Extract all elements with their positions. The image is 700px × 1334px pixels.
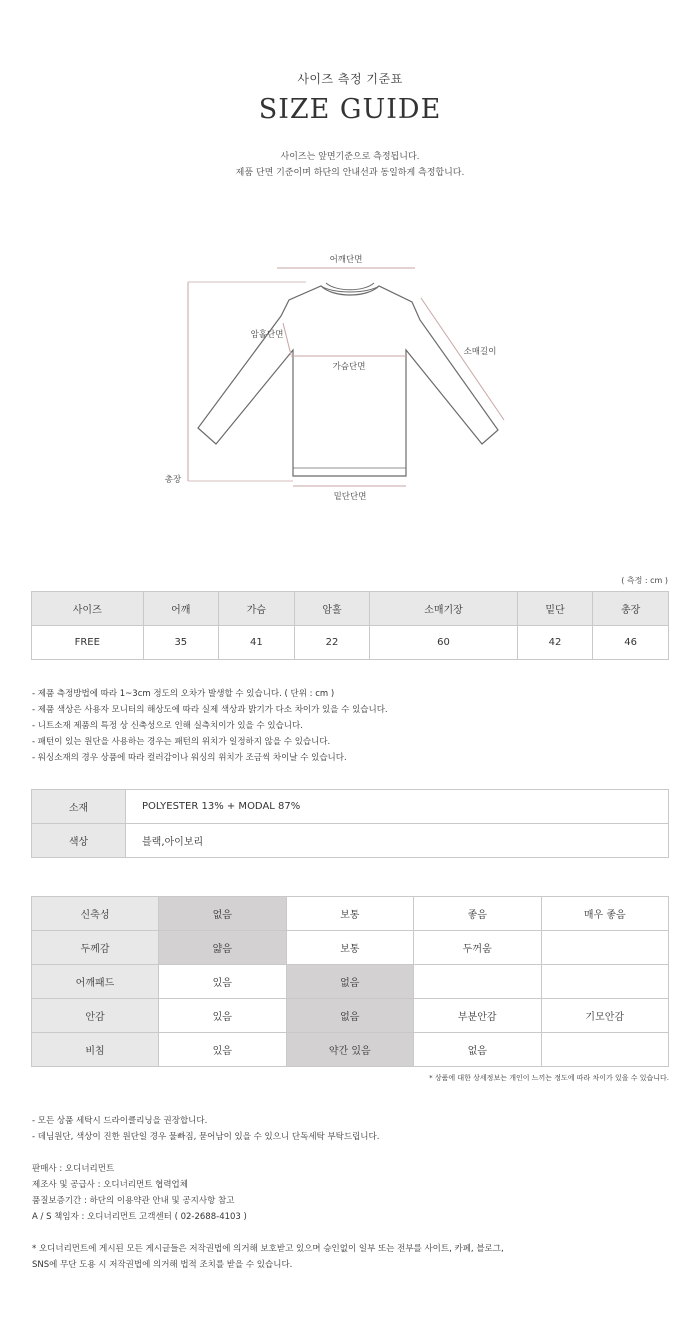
feature-label: 두께감 (32, 931, 159, 965)
intro-line-2: 제품 단면 기준이며 하단의 안내선과 동일하게 측정합니다. (235, 168, 465, 178)
color-label: 색상 (32, 824, 126, 858)
feature-label: 비침 (32, 1033, 159, 1067)
fabric-value: POLYESTER 13% + MODAL 87% (126, 790, 669, 824)
size-table (31, 591, 669, 660)
feature-option-selected: 없음 (286, 999, 414, 1033)
size-cell: 22 (294, 626, 370, 660)
feature-option (414, 965, 542, 999)
feature-option: 없음 (414, 1033, 542, 1067)
size-cell: 60 (370, 626, 517, 660)
shoulder-label: 어깨단면 (329, 255, 363, 265)
page-title: SIZE GUIDE (258, 94, 442, 125)
size-unit-label: ( 측정 : cm ) (621, 576, 668, 585)
as-contact-line: A / S 책임자 : 오디너리먼트 고객센터 ( 02-2688-4103 ) (32, 1212, 247, 1222)
feature-option: 매우 좋음 (541, 897, 669, 931)
measurement-diagram (0, 245, 700, 510)
feature-row-stretch (32, 897, 669, 931)
sleeve-measure-line (421, 298, 504, 420)
feature-option: 있음 (159, 1033, 287, 1067)
size-cell: 46 (593, 626, 669, 660)
notes-list (32, 686, 388, 766)
feature-option: 있음 (159, 965, 287, 999)
copyright-notice (32, 1241, 504, 1273)
hem-label: 밑단단면 (333, 492, 367, 502)
size-cell: 35 (143, 626, 219, 660)
copyright-line: SNS에 무단 도용 시 저작권법에 의거해 법적 조치를 받을 수 있습니다. (32, 1260, 293, 1270)
size-header-cell: 밑단 (517, 592, 593, 626)
note-item: - 제품 색상은 사용자 모니터의 해상도에 따라 실제 색상과 밝기가 다소 차이가 있을 수 있습니다. (32, 705, 388, 715)
color-value: 블랙,아이보리 (126, 824, 669, 858)
fabric-label: 소재 (32, 790, 126, 824)
copyright-line: * 오디너리먼트에 게시된 모든 게시글들은 저작권법에 의거해 보호받고 있으며 승인없이 일부 또는 전부를 사이트, 카페, 블로그, (32, 1244, 504, 1254)
size-table-row (32, 626, 669, 660)
feature-note: * 상품에 대한 상세정보는 개인이 느끼는 정도에 따라 차이가 있을 수 있습니다. (429, 1074, 669, 1082)
feature-option: 부분안감 (414, 999, 542, 1033)
care-line: - 모든 상품 세탁시 드라이클리닝을 권장합니다. (32, 1116, 208, 1126)
feature-option: 보통 (286, 897, 414, 931)
size-header-cell: 사이즈 (32, 592, 144, 626)
length-label: 총장 (164, 475, 182, 485)
size-header-cell: 어깨 (143, 592, 219, 626)
feature-option-selected: 약간 있음 (286, 1033, 414, 1067)
sweater-outline-icon (198, 286, 498, 476)
feature-option: 있음 (159, 999, 287, 1033)
material-table (31, 789, 669, 858)
care-section (32, 1113, 379, 1145)
note-item: - 워싱소재의 경우 상품에 따라 컬러감이나 워싱의 위치가 조금씩 차이날 수 있습니다. (32, 753, 347, 763)
page-subtitle: 사이즈 측정 기준표 (297, 72, 403, 86)
size-cell: FREE (32, 626, 144, 660)
feature-option: 두꺼움 (414, 931, 542, 965)
seller-line: 판매사 : 오디너리먼트 (32, 1164, 115, 1174)
note-item: - 니트소재 제품의 특정 상 신축성으로 인해 실측치이가 있을 수 있습니다. (32, 721, 303, 731)
feature-row-thickness (32, 931, 669, 965)
feature-option (541, 965, 669, 999)
material-row-color (32, 824, 669, 858)
feature-option: 기모안감 (541, 999, 669, 1033)
care-line: - 데님원단, 색상이 진한 원단일 경우 물빠짐, 묻어남이 있을 수 있으니 단독세탁 부탁드립니다. (32, 1132, 380, 1142)
note-item: - 패턴이 있는 원단을 사용하는 경우는 패턴의 위치가 일정하지 않을 수 있습니다. (32, 737, 331, 747)
intro-line-1: 사이즈는 앞면기준으로 측정됩니다. (280, 152, 420, 162)
size-header-cell: 소매기장 (370, 592, 517, 626)
warranty-line: 품질보증기간 : 하단의 이용약관 안내 및 공지사항 참고 (32, 1196, 235, 1206)
feature-table (31, 896, 669, 1067)
seller-info (32, 1161, 247, 1225)
size-cell: 41 (219, 626, 295, 660)
feature-option (541, 1033, 669, 1067)
size-header-cell: 총장 (593, 592, 669, 626)
size-header-cell: 암홀 (294, 592, 370, 626)
sleeve-label: 소매길이 (463, 347, 497, 357)
material-row-fabric (32, 790, 669, 824)
armhole-label: 암홀단면 (250, 330, 284, 340)
feature-label: 신축성 (32, 897, 159, 931)
feature-option: 좋음 (414, 897, 542, 931)
feature-option (541, 931, 669, 965)
feature-label: 안감 (32, 999, 159, 1033)
size-cell: 42 (517, 626, 593, 660)
feature-label: 어깨패드 (32, 965, 159, 999)
feature-option-selected: 없음 (159, 897, 287, 931)
feature-option-selected: 없음 (286, 965, 414, 999)
manufacturer-line: 제조사 및 공급사 : 오디너리먼트 협력업체 (32, 1180, 188, 1190)
chest-label: 가슴단면 (332, 362, 366, 372)
armhole-measure-line (283, 323, 291, 355)
note-item: - 제품 측정방법에 따라 1~3cm 정도의 오차가 발생할 수 있습니다. ( 단위 : cm ) (32, 689, 335, 699)
feature-row-sheer (32, 1033, 669, 1067)
feature-option-selected: 얇음 (159, 931, 287, 965)
feature-row-shoulder-pad (32, 965, 669, 999)
feature-option: 보통 (286, 931, 414, 965)
feature-row-lining (32, 999, 669, 1033)
size-table-header-row (32, 592, 669, 626)
size-header-cell: 가슴 (219, 592, 295, 626)
